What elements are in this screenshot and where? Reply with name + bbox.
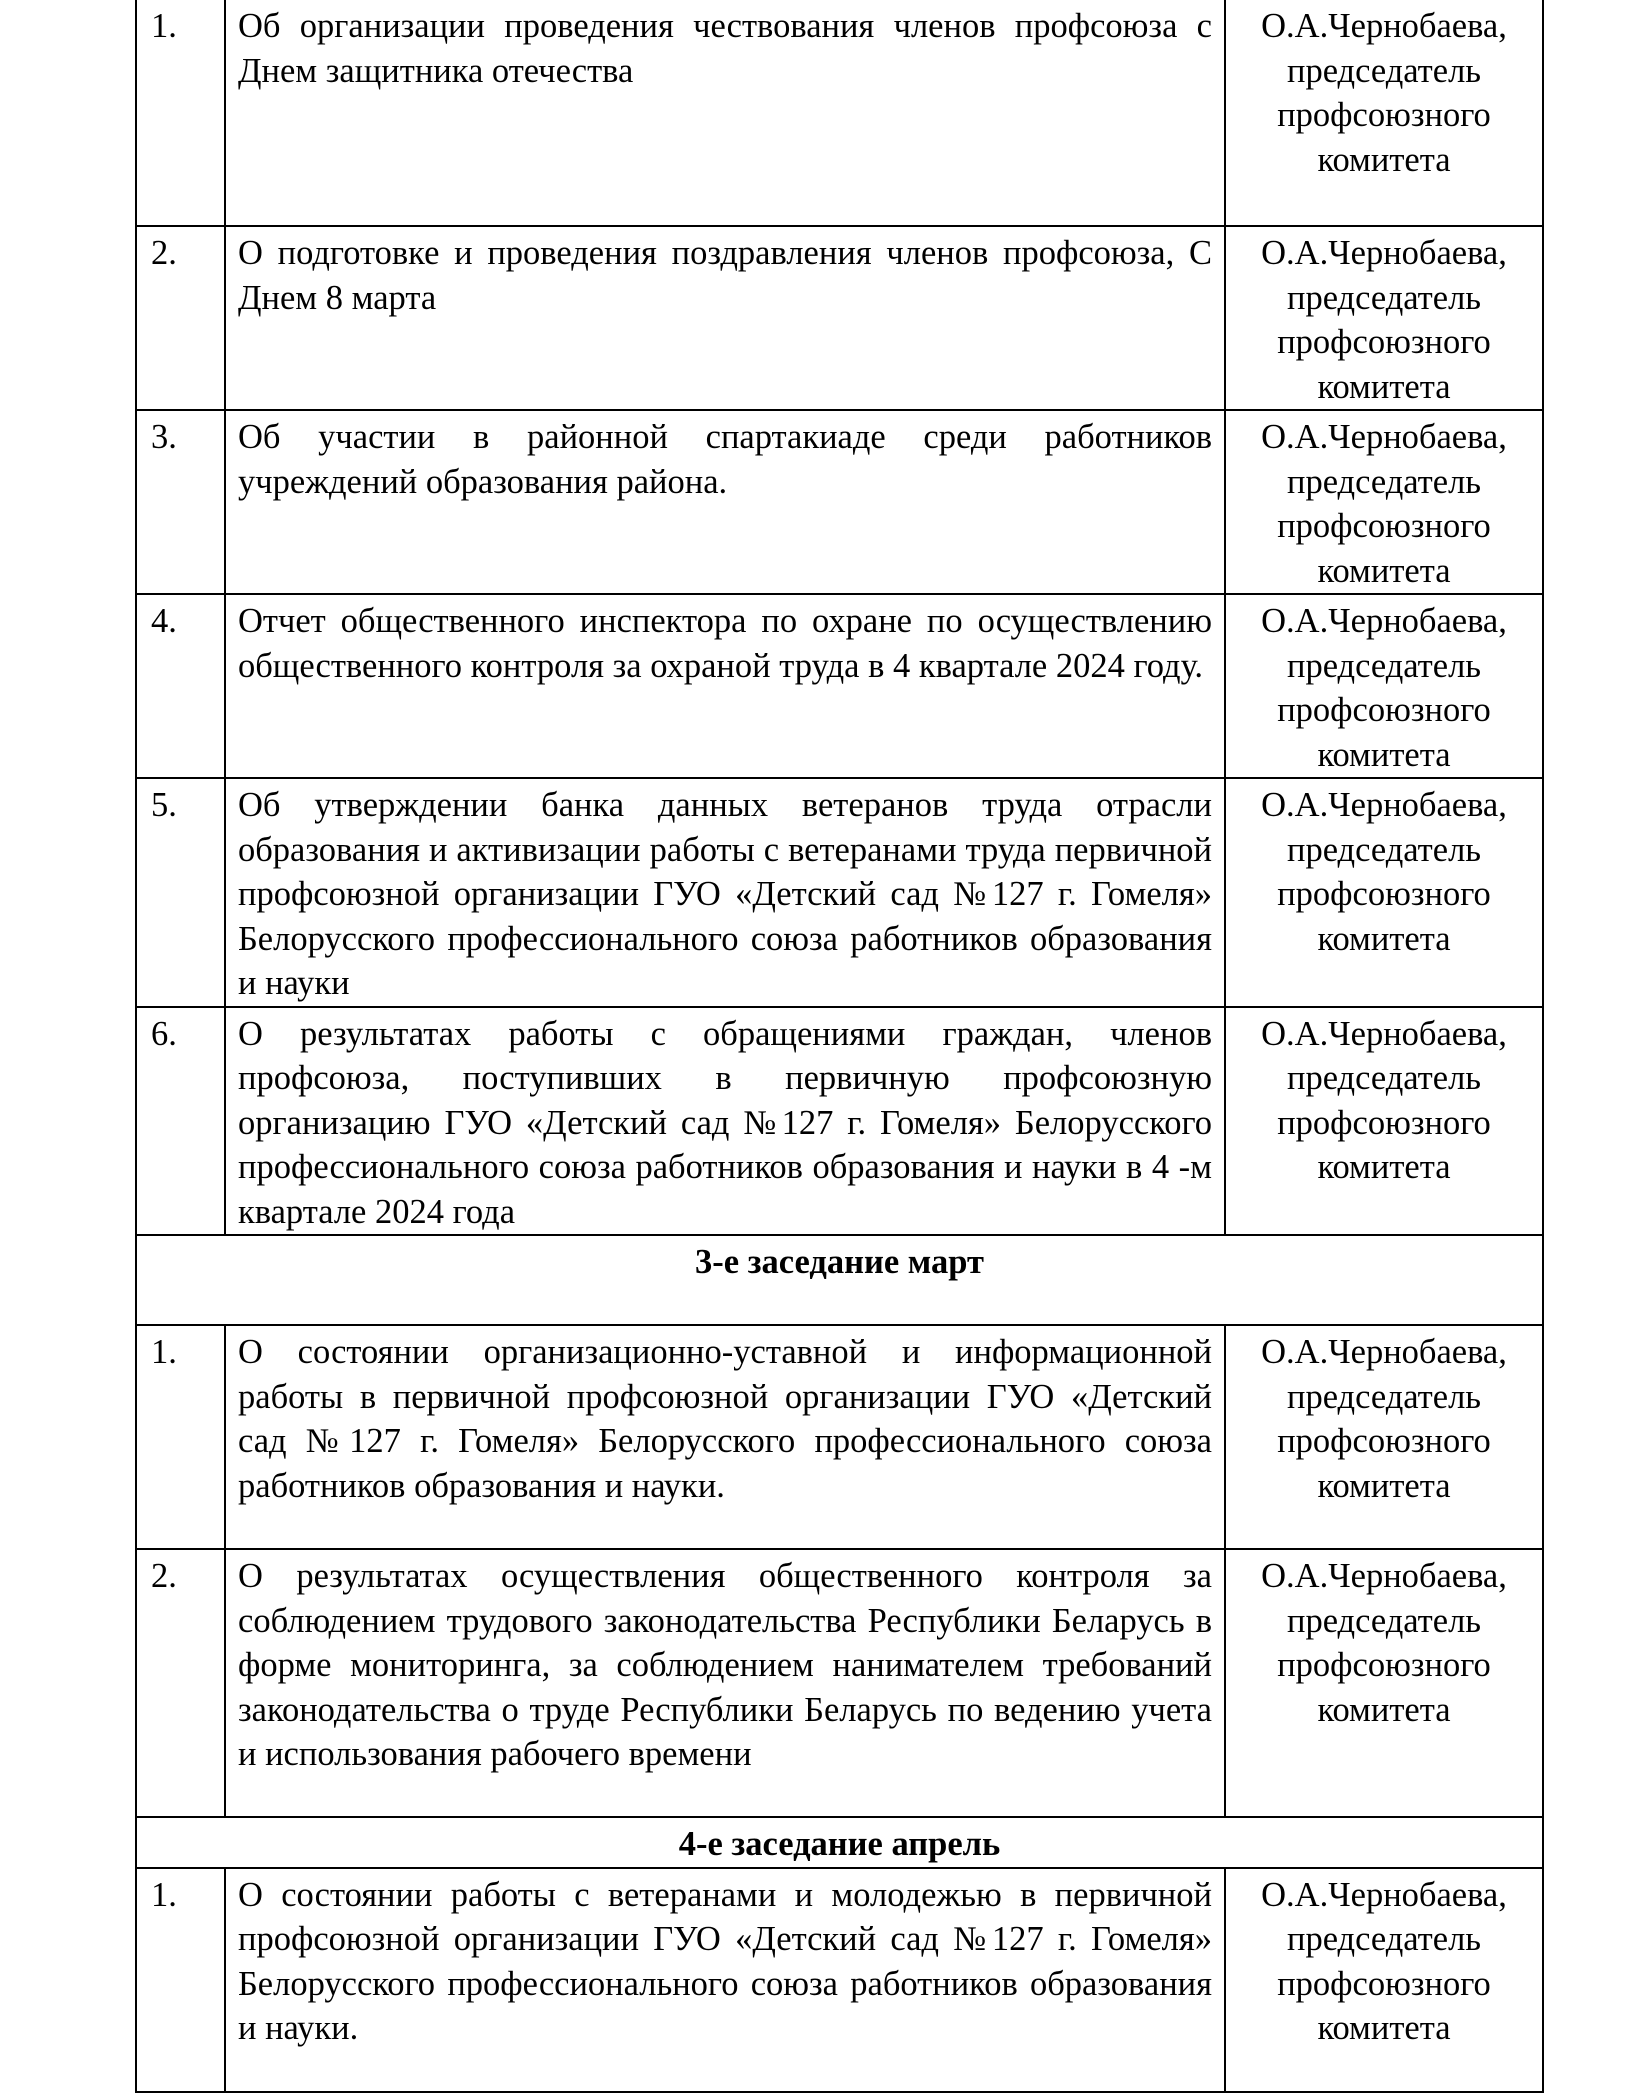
table-row: [136, 1549, 1543, 1817]
responsible-name: О.А.Чернобаева,: [1261, 234, 1507, 272]
responsible-role: профсоюзного: [1277, 96, 1491, 134]
responsible-role: председатель: [1286, 278, 1482, 317]
responsible-role: комитета: [1317, 1148, 1451, 1186]
item-responsible: [1225, 778, 1543, 1007]
responsible-role: комитета: [1317, 919, 1451, 958]
responsible-name: О.А.Чернобаева,: [1261, 602, 1507, 640]
responsible-role: комитета: [1317, 1690, 1451, 1729]
item-responsible: [1225, 1549, 1543, 1817]
table-row: [136, 410, 1543, 594]
responsible-role: комитета: [1317, 1466, 1451, 1505]
item-number: 2.: [136, 1549, 225, 1817]
item-number: 1.: [136, 1325, 225, 1549]
responsible-role: профсоюзного: [1277, 323, 1491, 361]
responsible-name: О.А.Чернобаева,: [1261, 1014, 1507, 1053]
item-topic: О результатах осуществления общественного контроля за соблюдением трудового законодательства Республики Беларусь в форме мониторинга, за соблюдением нанимателем требований законодательства о труде Республики Беларусь по ведению учета и использования рабочего времени: [225, 1549, 1225, 1817]
responsible-role: комитета: [1317, 735, 1451, 774]
section-heading: 4-е заседание апрель: [136, 1817, 1543, 1868]
item-topic: О состоянии организационно-уставной и информационной работы в первичной профсоюзной организации ГУО «Детский сад №127 г. Гомеля» Белорусского профессионального союза работников образования и науки.: [225, 1325, 1225, 1549]
table-row: [136, 778, 1543, 1007]
item-number: 4.: [136, 594, 225, 778]
item-responsible: [1225, 410, 1543, 594]
responsible-name: О.А.Чернобаева,: [1261, 1557, 1507, 1595]
item-topic: О результатах работы с обращениями граждан, членов профсоюза, поступивших в первичную профсоюзную организацию ГУО «Детский сад №127 г. Гомеля» Белорусского профессионального союза работников образования и науки в 4 -м квартале 2024 года: [225, 1007, 1225, 1236]
responsible-role: комитета: [1317, 140, 1451, 179]
item-topic: Отчет общественного инспектора по охране по осуществлению общественного контроля за охраной труда в 4 квартале 2024 году.: [225, 594, 1225, 778]
responsible-role: комитета: [1317, 2009, 1451, 2047]
item-topic: О состоянии работы с ветеранами и молодежью в первичной профсоюзной организации ГУО «Детский сад №127 г. Гомеля» Белорусского профессионального союза работников образования и науки.: [225, 1868, 1225, 2092]
responsible-role: профсоюзного: [1277, 691, 1491, 729]
item-number: 6.: [136, 1007, 225, 1236]
item-topic: Об утверждении банка данных ветеранов труда отрасли образования и активизации работы с ветеранами труда первичной профсоюзной организации ГУО «Детский сад №127 г. Гомеля» Белорусского профессионального союза работников образования и науки: [225, 778, 1225, 1007]
responsible-role: председатель: [1286, 646, 1482, 685]
item-responsible: [1225, 1007, 1543, 1236]
item-responsible: [1225, 226, 1543, 410]
item-number: 1.: [136, 0, 225, 226]
responsible-role: комитета: [1317, 551, 1451, 590]
responsible-name: О.А.Чернобаева,: [1261, 1333, 1507, 1371]
item-responsible: [1225, 1325, 1543, 1549]
table-row: [136, 0, 1543, 226]
agenda-table: [135, 0, 1544, 2093]
table-row: [136, 594, 1543, 778]
responsible-role: профсоюзного: [1277, 1103, 1491, 1142]
table-row: [136, 226, 1543, 410]
table-row: [136, 1868, 1543, 2092]
table-row: [136, 1325, 1543, 1549]
responsible-role: комитета: [1317, 367, 1451, 406]
responsible-role: профсоюзного: [1277, 1964, 1491, 2003]
item-topic: Об участии в районной спартакиаде среди работников учреждений образования района.: [225, 410, 1225, 594]
item-number: 1.: [136, 1868, 225, 2092]
item-responsible: [1225, 1868, 1543, 2092]
responsible-name: О.А.Чернобаева,: [1261, 786, 1507, 824]
responsible-role: председатель: [1286, 51, 1482, 90]
responsible-role: председатель: [1286, 1059, 1482, 1097]
item-number: 5.: [136, 778, 225, 1007]
responsible-role: председатель: [1286, 1377, 1482, 1416]
responsible-role: председатель: [1286, 1920, 1482, 1958]
responsible-name: О.А.Чернобаева,: [1261, 418, 1507, 456]
item-number: 2.: [136, 226, 225, 410]
responsible-role: профсоюзного: [1277, 875, 1491, 913]
responsible-name: О.А.Чернобаева,: [1261, 7, 1507, 45]
item-number: 3.: [136, 410, 225, 594]
responsible-role: профсоюзного: [1277, 1646, 1491, 1684]
item-topic: О подготовке и проведения поздравления членов профсоюза, С Днем 8 марта: [225, 226, 1225, 410]
section-row: [136, 1235, 1543, 1325]
section-row: [136, 1817, 1543, 1868]
item-topic: Об организации проведения чествования членов профсоюза с Днем защитника отечества: [225, 0, 1225, 226]
responsible-role: профсоюзного: [1277, 507, 1491, 545]
responsible-role: председатель: [1286, 462, 1482, 501]
responsible-role: профсоюзного: [1277, 1422, 1491, 1460]
responsible-name: О.А.Чернобаева,: [1261, 1875, 1507, 1914]
table-row: [136, 1007, 1543, 1236]
section-heading: 3-е заседание март: [136, 1235, 1543, 1325]
responsible-role: председатель: [1286, 830, 1482, 869]
responsible-role: председатель: [1286, 1601, 1482, 1640]
item-responsible: [1225, 594, 1543, 778]
item-responsible: [1225, 0, 1543, 226]
